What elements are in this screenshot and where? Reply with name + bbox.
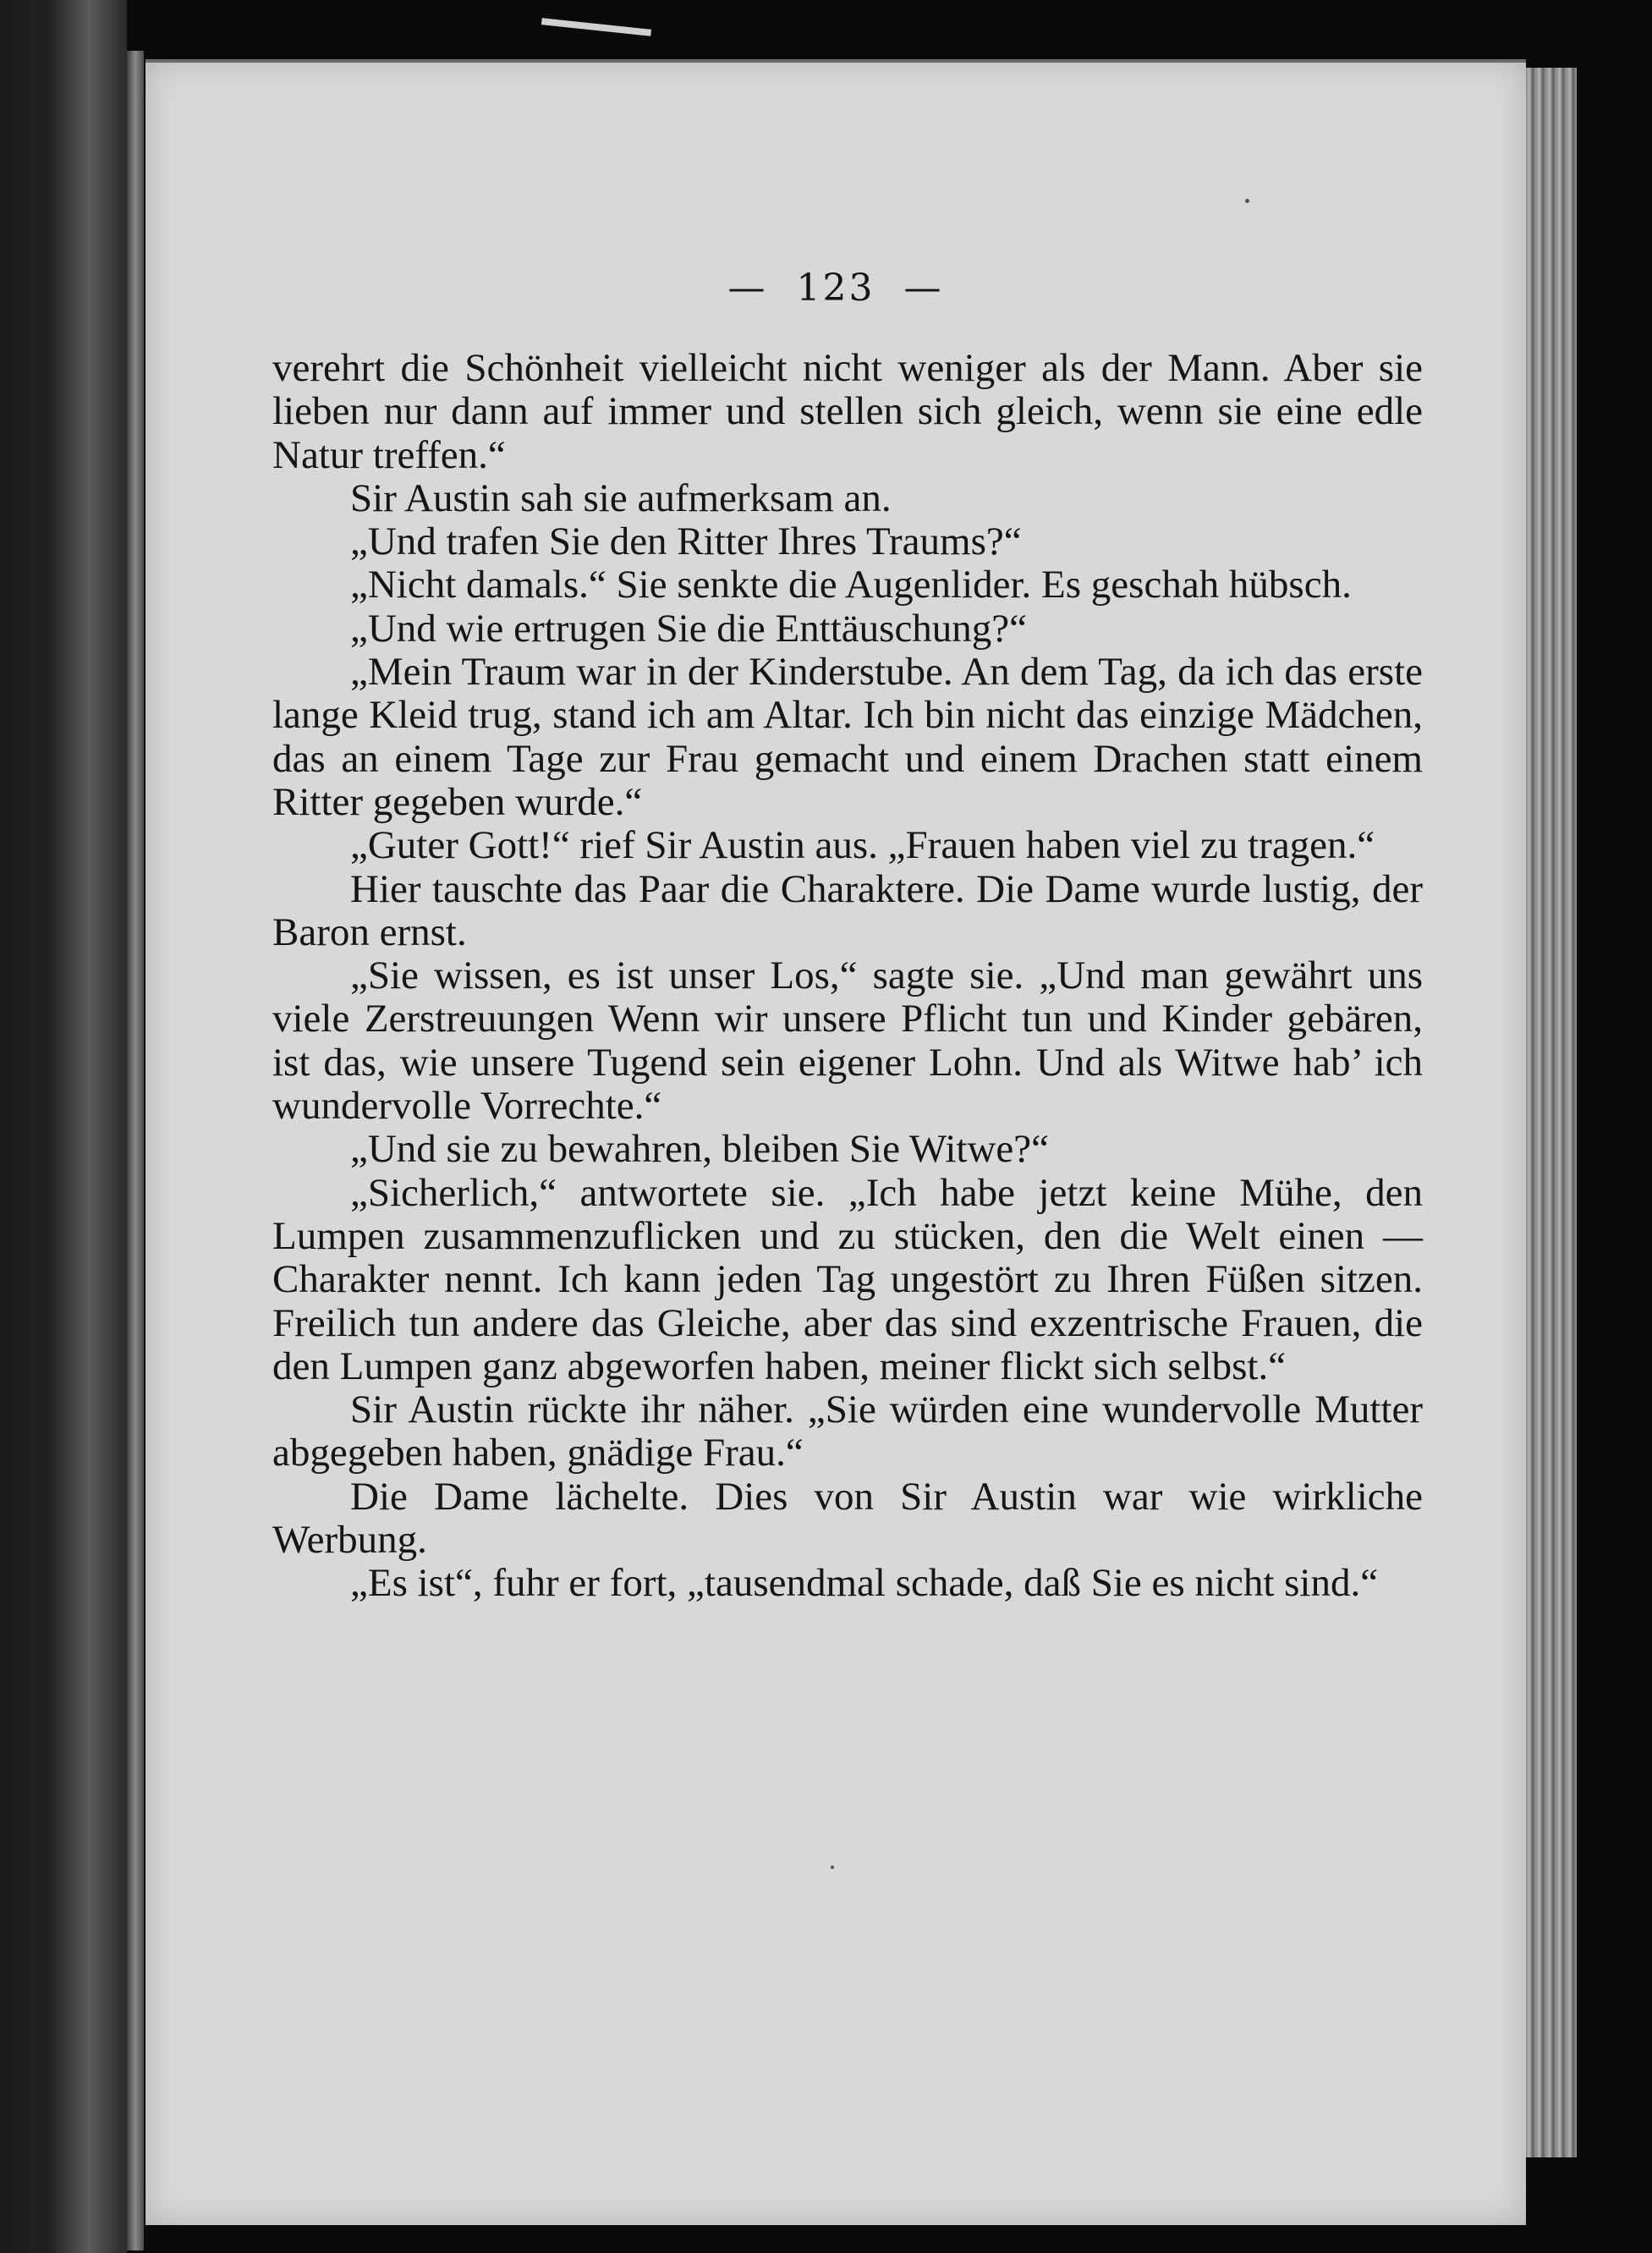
page-body-text xyxy=(272,347,1423,1606)
paragraph: „Nicht damals.“ Sie senkte die Augenlider. Es geschah hübsch. xyxy=(350,563,1352,607)
paragraph: Hier tauschte das Paar die Charaktere. Die Dame wurde lustig, der Baron ernst. xyxy=(272,866,1423,954)
paragraph: Sir Austin sah sie aufmerksam an. xyxy=(350,475,892,520)
paragraph: „Und sie zu bewahren, bleiben Sie Witwe?“ xyxy=(350,1127,1049,1172)
scan-speck xyxy=(1245,199,1249,203)
paragraph: „Und wie ertrugen Sie die Enttäuschung?“ xyxy=(350,606,1028,651)
paragraph: „Sie wissen, es ist unser Los,“ sagte sie. „Und man gewährt uns viele Zerstreuungen Wenn wir unsere Pflicht tun und Kinder gebären, ist das, wie unsere Tugend sein eigener Lohn. Und als Witwe hab’ ich wundervolle Vorrechte.“ xyxy=(272,953,1423,1129)
paragraph: verehrt die Schönheit vielleicht nicht weniger als der Mann. Aber sie lieben nur dann auf immer und stellen sich gleich, wenn sie eine edle Natur treffen.“ xyxy=(272,346,1423,477)
page-top-edge xyxy=(145,59,1526,63)
paragraph: „Sicherlich,“ antwortete sie. „Ich habe jetzt keine Mühe, den Lumpen zusammenzuflicken und zu stücken, den die Welt einen — Charakter nennt. Ich kann jeden Tag ungestört zu Ihren Füßen sitzen. Freilich tun andere das Gleiche, aber das sind exzentrische Frauen, die den Lumpen ganz abgeworfen haben, meiner flickt sich selbst.“ xyxy=(272,1170,1423,1388)
paragraph: „Mein Traum war in der Kinderstube. An dem Tag, da ich das erste lange Kleid trug, stand ich am Altar. Ich bin nicht das einzige Mädchen, das an einem Tage zur Frau gemacht und einem Drachen statt einem Ritter gegeben wurde.“ xyxy=(272,650,1423,824)
book-page xyxy=(145,59,1526,2225)
scan-artifact xyxy=(541,18,651,36)
paragraph: „Und trafen Sie den Ritter Ihres Traums?“ xyxy=(350,519,1022,564)
page-header xyxy=(145,267,1526,310)
paragraph: Die Dame lächelte. Dies von Sir Austin war wie wirkliche Werbung. xyxy=(272,1474,1423,1563)
paragraph: Sir Austin rückte ihr näher. „Sie würden eine wundervolle Mutter abgegeben haben, gnädige Frau.“ xyxy=(272,1388,1423,1475)
stacked-page-edges xyxy=(1526,68,1577,2157)
scan-speck xyxy=(831,1866,834,1869)
page-number: 123 xyxy=(796,267,875,310)
page-number-dash-left: — xyxy=(727,267,768,310)
page-gutter-edge xyxy=(127,51,144,2250)
book-spine-edge xyxy=(0,0,127,2253)
paragraph: „Es ist“, fuhr er fort, „tausendmal schade, daß Sie es nicht sind.“ xyxy=(350,1561,1379,1606)
page-number-dash-right: — xyxy=(903,267,944,310)
paragraph: „Guter Gott!“ rief Sir Austin aus. „Frauen haben viel zu tragen.“ xyxy=(350,823,1375,868)
